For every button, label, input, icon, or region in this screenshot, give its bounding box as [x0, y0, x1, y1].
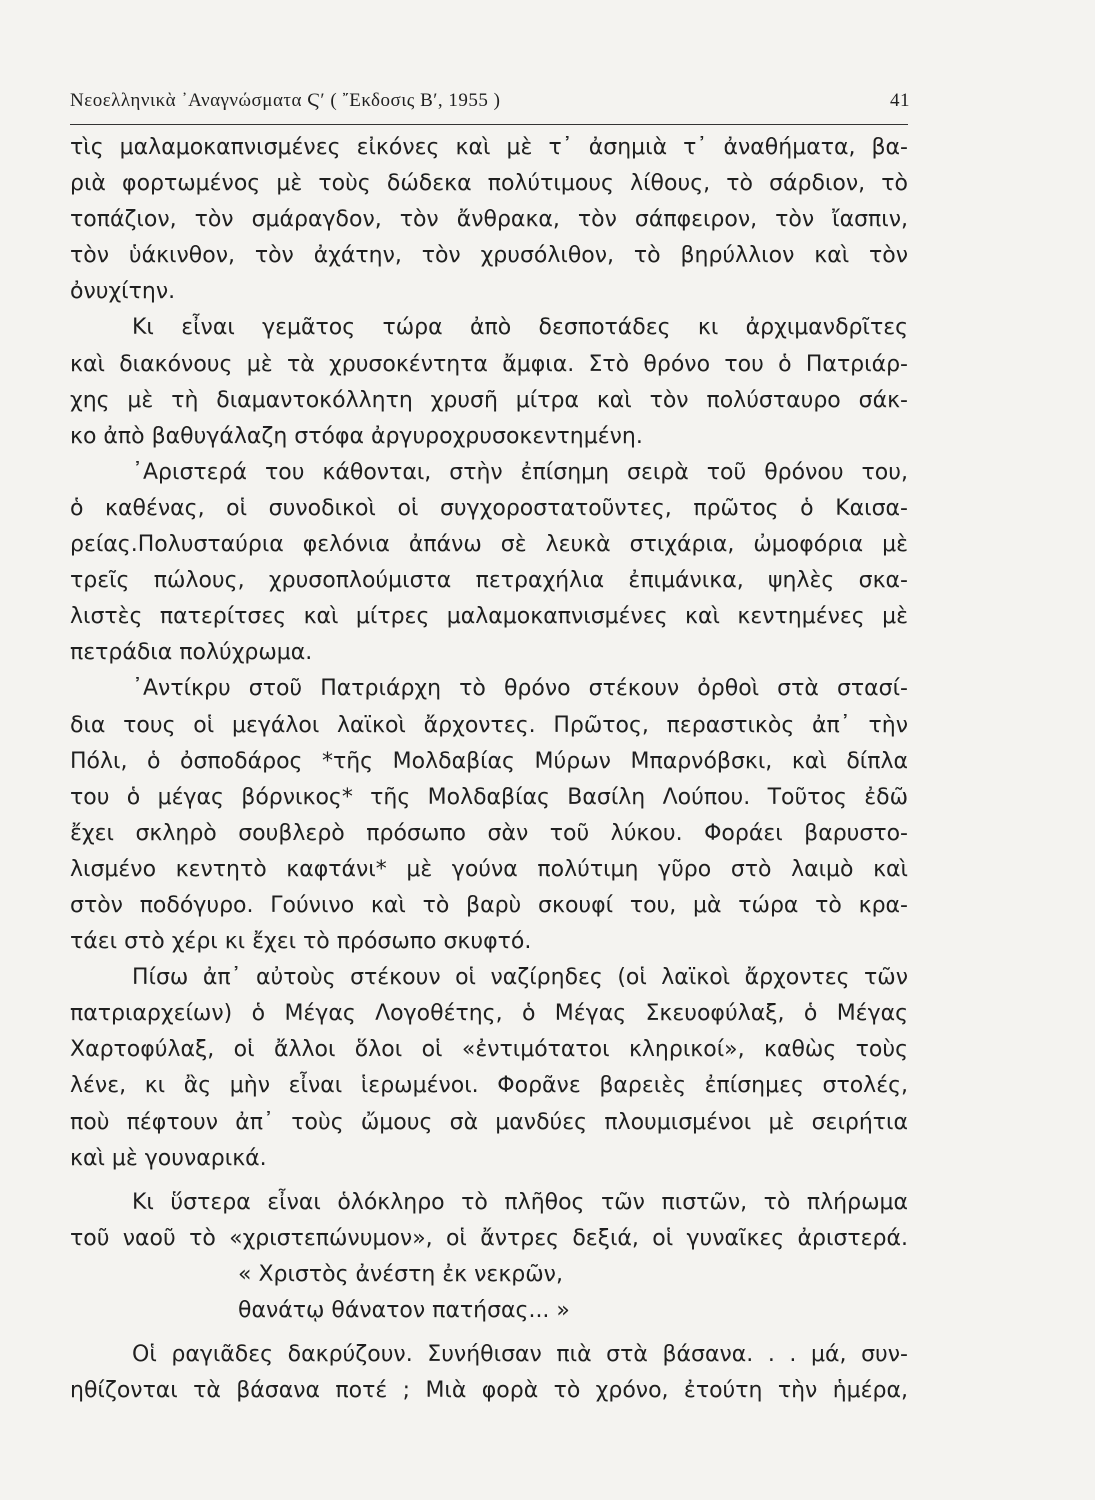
text-line: καὶ μὲ γουναρικά. — [70, 1145, 267, 1171]
text-line: Χαρτοφύλαξ, οἱ ἄλλοι ὅλοι οἱ «ἐντιμότατοι κληρικοί», καθὼς τοὺς — [70, 1037, 908, 1063]
text-line: Κι εἶναι γεμᾶτος τώρα ἀπὸ δεσποτάδες κι ἀρχιμανδρῖτες — [132, 315, 908, 341]
text-line: τὸν ὑάκινθον, τὸν ἀχάτην, τὸν χρυσόλιθον, τὸ βηρύλλιον καὶ τὸν — [70, 243, 908, 269]
body-text — [70, 130, 908, 1409]
text-line: ὁ καθένας, οἱ συνοδικοὶ οἱ συγχοροστατοῦντες, πρῶτος ὁ Καισα- — [70, 495, 908, 521]
paragraph-gap — [70, 1177, 908, 1185]
header-rule — [70, 124, 908, 125]
page-number: 41 — [890, 90, 910, 111]
text-line: στὸν ποδόγυρο. Γούνινο καὶ τὸ βαρὺ σκουφί του, μὰ τώρα τὸ κρα- — [70, 892, 908, 918]
text-line: ρείας.Πολυσταύρια φελόνια ἀπάνω σὲ λευκὰ στιχάρια, ὠμοφόρια μὲ — [70, 532, 908, 558]
text-line: Οἱ ραγιᾶδες δακρύζουν. Συνήθισαν πιὰ στὰ βάσανα. . . μά, συν- — [132, 1342, 908, 1368]
text-line: τοπάζιον, τὸν σμάραγδον, τὸν ἄνθρακα, τὸν σάπφειρον, τὸν ἴασπιν, — [70, 207, 908, 233]
text-line: Κι ὕστερα εἶναι ὁλόκληρο τὸ πλῆθος τῶν πιστῶν, τὸ πλήρωμα — [132, 1189, 908, 1215]
text-line: ἔχει σκληρὸ σουβλερὸ πρόσωπο σὰν τοῦ λύκου. Φοράει βαρυστο- — [70, 820, 908, 846]
text-line: λισμένο κεντητὸ καφτάνι* μὲ γούνα πολύτιμη γῦρο στὸ λαιμὸ καὶ — [70, 856, 908, 882]
paragraph-gap — [70, 1329, 908, 1337]
text-line: ᾿Αντίκρυ στοῦ Πατριάρχη τὸ θρόνο στέκουν ὀρθοὶ στὰ στασί- — [132, 676, 908, 702]
text-line: δια τους οἱ μεγάλοι λαϊκοὶ ἄρχοντες. Πρῶτος, περαστικὸς ἀπ᾿ τὴν — [70, 712, 908, 738]
text-line: του ὁ μέγας βόρνικος* τῆς Μολδαβίας Βασίλη Λούπου. Τοῦτος ἐδῶ — [70, 784, 908, 810]
text-line: τάει στὸ χέρι κι ἔχει τὸ πρόσωπο σκυφτό. — [70, 929, 532, 955]
verse-line: « Χριστὸς ἀνέστη ἐκ νεκρῶν, — [238, 1261, 563, 1287]
text-line: λένε, κι ἂς μὴν εἶναι ἱερωμένοι. Φορᾶνε βαρειὲς ἐπίσημες στολές, — [70, 1073, 908, 1099]
text-line: ὀνυχίτην. — [70, 279, 176, 305]
text-line: χης μὲ τὴ διαμαντοκόλλητη χρυσῆ μίτρα καὶ τὸν πολύσταυρο σάκ- — [70, 387, 908, 413]
text-line: τὶς μαλαμοκαπνισμένες εἰκόνες καὶ μὲ τ᾿ ἀσημιὰ τ᾿ ἀναθήματα, βα- — [70, 135, 908, 160]
text-line: καὶ διακόνους μὲ τὰ χρυσοκέντητα ἄμφια. Στὸ θρόνο του ὁ Πατριάρ- — [70, 351, 908, 377]
text-line: τρεῖς πώλους, χρυσοπλούμιστα πετραχήλια ἐπιμάνικα, ψηλὲς σκα- — [70, 568, 908, 594]
text-line: ηθίζονται τὰ βάσανα ποτέ ; Μιὰ φορὰ τὸ χρόνο, ἐτούτη τὴν ἡμέρα, — [70, 1378, 908, 1404]
text-line: ᾿Αριστερά του κάθονται, στὴν ἐπίσημη σειρὰ τοῦ θρόνου του, — [132, 459, 908, 485]
text-line: Πόλι, ὁ ὀσποδάρος *τῆς Μολδαβίας Μύρων Μπαρνόβσκι, καὶ δίπλα — [70, 748, 908, 774]
text-line: κο ἀπὸ βαθυγάλαζη στόφα ἀργυροχρυσοκεντημένη. — [70, 423, 643, 449]
text-line: πετράδια πολύχρωμα. — [70, 640, 313, 666]
text-line: ποὺ πέφτουν ἀπ᾿ τοὺς ὤμους σὰ μανδύες πλουμισμένοι μὲ σειρήτια — [70, 1109, 908, 1135]
running-header — [70, 82, 910, 122]
verse-line: θανάτῳ θάνατον πατήσας... » — [238, 1298, 570, 1323]
text-line: λιστὲς πατερίτσες καὶ μίτρες μαλαμοκαπνισμένες καὶ κεντημένες μὲ — [70, 604, 908, 630]
text-line: Πίσω ἀπ᾿ αὐτοὺς στέκουν οἱ ναζίρηδες (οἱ λαϊκοὶ ἄρχοντες τῶν — [132, 965, 908, 991]
text-line: πατριαρχείων) ὁ Μέγας Λογοθέτης, ὁ Μέγας Σκευοφύλαξ, ὁ Μέγας — [70, 1001, 908, 1027]
text-line: τοῦ ναοῦ τὸ «χριστεπώνυμον», οἱ ἄντρες δεξιά, οἱ γυναῖκες ἀριστερά. — [70, 1225, 908, 1251]
header-title: Νεοελληνικὰ ᾿Αναγνώσματα Ϛ′ ( ῎Εκδοσις Β′, 1955 ) — [70, 90, 501, 111]
text-line: ριὰ φορτωμένος μὲ τοὺς δώδεκα πολύτιμους λίθους, τὸ σάρδιον, τὸ — [70, 171, 908, 197]
